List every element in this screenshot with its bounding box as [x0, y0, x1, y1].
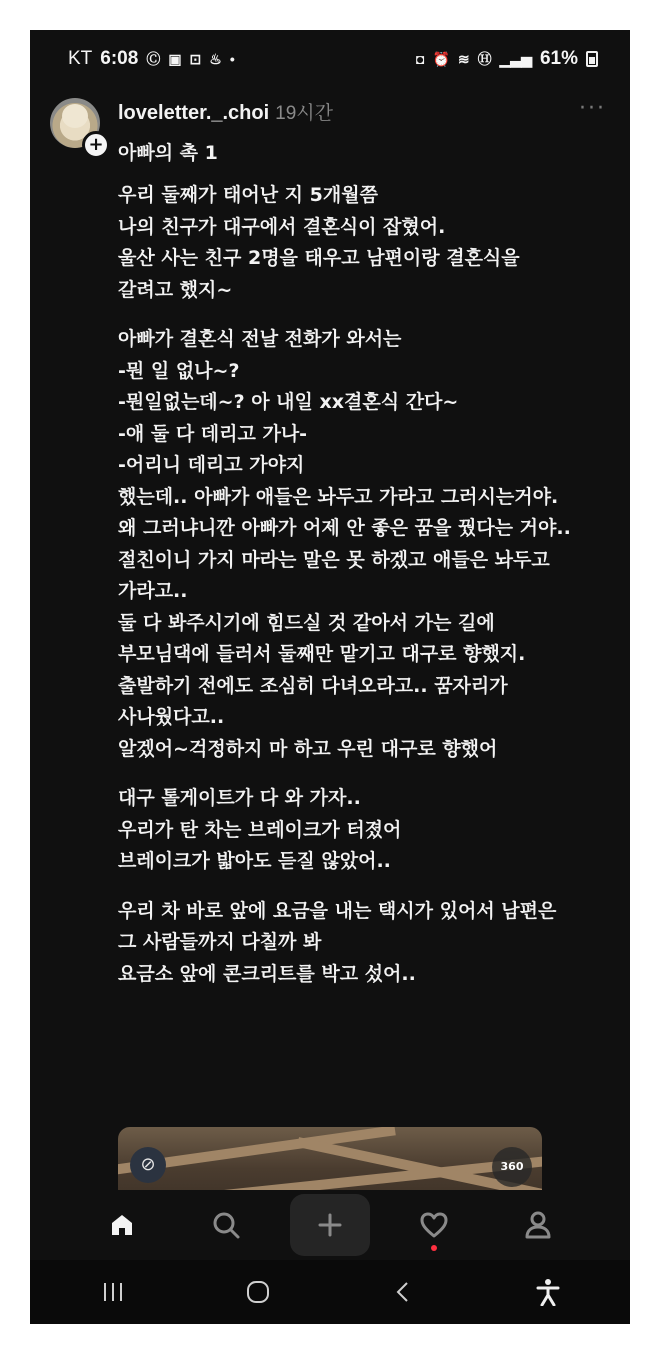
text-line: 사나웠다고..	[118, 706, 225, 728]
text-line: -애 둘 다 데리고 가나-	[118, 422, 308, 445]
text-line: 울산 사는 친구 2명을 태우고 남편이랑 결혼식을	[118, 247, 520, 269]
system-back-button[interactable]	[363, 1267, 443, 1317]
phone-screen	[30, 30, 630, 1324]
paragraph-1	[118, 180, 618, 306]
profile-icon	[524, 1210, 552, 1240]
text-line: 브레이크가 밟아도 듣질 않았어..	[118, 850, 391, 872]
text-line: 갈려고 했지~	[118, 278, 233, 301]
paragraph-2	[118, 324, 618, 765]
text-line: 왜 그러냐니깐 아빠가 어제 안 좋은 꿈을 꿨다는 거야..	[118, 517, 571, 539]
text-line: 부모님댁에 들러서 둘째만 맡기고 대구로 향했지.	[118, 643, 526, 665]
text-line: 했는데.. 아빠가 애들은 놔두고 가라고 그러시는거야.	[118, 485, 559, 508]
text-line: 요금소 앞에 콘크리트를 박고 섰어..	[118, 962, 416, 985]
system-nav-bar	[30, 1260, 630, 1324]
plus-icon	[317, 1212, 343, 1238]
compass-icon[interactable]: ⊘	[130, 1147, 166, 1183]
clock: 6:08	[100, 48, 139, 69]
paragraph-4	[118, 896, 618, 991]
text-line: 나의 친구가 대구에서 결혼식이 잡혔어.	[118, 215, 446, 238]
battery-percent: 61%	[539, 48, 578, 69]
post-body	[118, 180, 618, 1008]
notification-dot-icon: •	[229, 51, 235, 67]
alarm-icon: ⏰	[432, 51, 450, 67]
nav-search-button[interactable]	[186, 1195, 266, 1255]
text-line: 우리 둘째가 태어난 지 5개월쯤	[118, 184, 378, 206]
text-line: 그 사람들까지 다칠까 봐	[118, 931, 322, 953]
bottom-nav	[30, 1190, 630, 1260]
wifi-icon: ≋	[457, 51, 470, 67]
username-link[interactable]: loveletter._.choi	[118, 102, 270, 124]
search-icon	[211, 1210, 241, 1240]
text-line: -어리니 데리고 가야지	[118, 454, 305, 476]
text-line: 대구 톨게이트가 다 와 가자..	[118, 787, 361, 809]
status-bar	[30, 30, 630, 88]
text-line: 가라고..	[118, 580, 188, 602]
recent-apps-button[interactable]	[73, 1267, 153, 1317]
nav-home-button[interactable]	[82, 1195, 162, 1255]
hd-voice-icon: Ⓗ	[477, 51, 492, 67]
status-right	[416, 48, 598, 70]
signal-icon: ▁▃▅	[499, 51, 532, 67]
carrier-label: KT	[68, 48, 93, 69]
post-time: 19시간	[275, 103, 334, 124]
text-line: 둘 다 봐주시기에 힘드실 것 같아서 가는 길에	[118, 611, 495, 634]
system-home-button[interactable]	[218, 1267, 298, 1317]
home-circle-icon	[245, 1279, 271, 1305]
accessibility-button[interactable]	[508, 1267, 588, 1317]
text-line: 아빠가 결혼식 전날 전화가 와서는	[118, 328, 402, 350]
text-line: 우리가 탄 차는 브레이크가 터졌어	[118, 818, 402, 841]
status-left	[68, 48, 235, 70]
home-icon	[108, 1211, 136, 1239]
paragraph-3	[118, 783, 618, 878]
notification-dot	[431, 1245, 437, 1251]
panorama-360-icon[interactable]: 360	[492, 1147, 532, 1187]
text-line: -뭔 일 없나~?	[118, 359, 240, 382]
text-line: 출발하기 전에도 조심히 다녀오라고.. 꿈자리가	[118, 674, 508, 697]
more-options-icon[interactable]: ···	[579, 96, 606, 121]
text-line: -뭔일없는데~? 아 내일 xx결혼식 간다~	[118, 391, 459, 413]
accessibility-icon	[536, 1278, 560, 1306]
back-icon	[393, 1280, 413, 1304]
nav-profile-button[interactable]	[498, 1195, 578, 1255]
recent-apps-icon	[100, 1281, 126, 1303]
text-line: 알겠어~걱정하지 마 하고 우린 대구로 향했어	[118, 737, 498, 760]
notification-image-icon: ▣	[168, 51, 182, 67]
nav-activity-button[interactable]	[394, 1195, 474, 1255]
notification-voicemail-icon: ⊡	[189, 51, 202, 67]
post-title: 아빠의 촉 1	[118, 142, 218, 164]
follow-plus-icon[interactable]: +	[82, 131, 110, 159]
battery-icon	[586, 51, 598, 67]
notification-app-icon: ♨	[209, 51, 222, 67]
nav-create-button[interactable]	[290, 1194, 370, 1256]
post-header	[118, 98, 333, 125]
nfc-icon: ◘	[416, 51, 425, 67]
notification-c-icon: Ⓒ	[146, 51, 161, 67]
text-line: 절친이니 가지 마라는 말은 못 하겠고 애들은 놔두고	[118, 548, 550, 571]
heart-icon	[419, 1211, 449, 1239]
text-line: 우리 차 바로 앞에 요금을 내는 택시가 있어서 남편은	[118, 899, 557, 922]
